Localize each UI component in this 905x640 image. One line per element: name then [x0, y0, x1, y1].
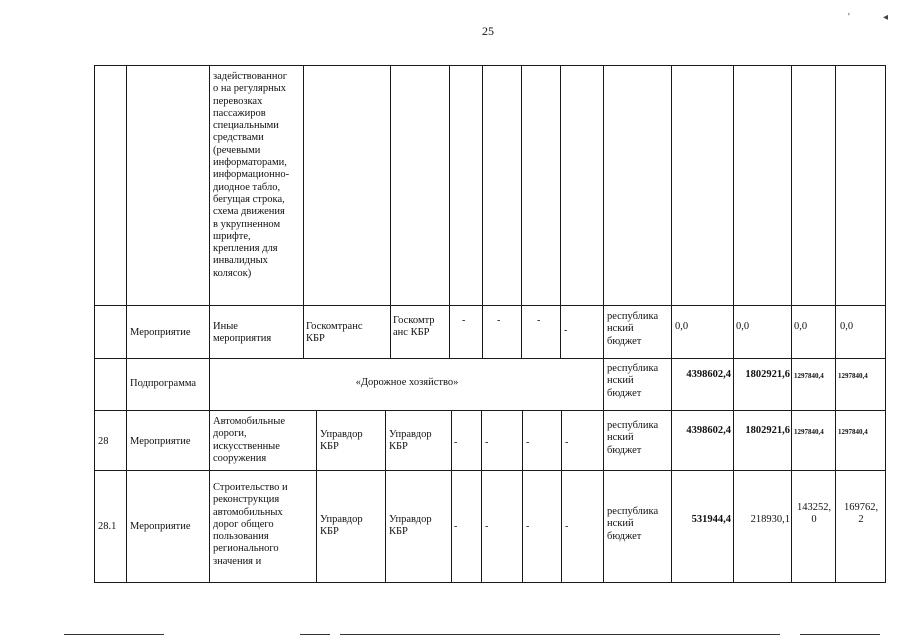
amount: 1802921,6	[745, 369, 790, 380]
measure-type: Мероприятие	[130, 327, 191, 338]
funding-source: республика нский бюджет	[607, 363, 659, 399]
status-mark: -	[565, 437, 569, 448]
footer-rule	[64, 634, 164, 635]
executor: Госкомтранс КБР	[306, 321, 363, 345]
corner-mark: ◂	[883, 12, 889, 23]
status-mark: -	[485, 437, 489, 448]
amount: 0,0	[840, 321, 854, 332]
corner-mark: '	[848, 12, 850, 23]
column-border	[560, 65, 561, 358]
footer-rule	[340, 634, 780, 635]
amount: 1802921,6	[745, 425, 790, 436]
row-border	[94, 410, 886, 411]
amount: 0,0	[736, 321, 750, 332]
measure-name: Строительство и реконструкция автомобильных дорог общего пользования регионального значения и	[213, 482, 288, 567]
row-border	[94, 470, 886, 471]
row-number: 28.1	[98, 521, 117, 532]
column-border	[885, 65, 886, 583]
status-mark: -	[526, 521, 530, 532]
funding-source: республика нский бюджет	[607, 506, 659, 542]
footer-rule	[800, 634, 880, 635]
amount: 1297840,4	[794, 428, 824, 436]
coexecutor: Управдор КБР	[389, 514, 432, 538]
column-border	[522, 410, 523, 583]
measure-description: задействованног о на регулярных перевозках пассажиров специальными средствами (речевыми информаторами, информационно- диодное табло, бегущая строка, схема движения в укрупненном шрифте, крепления для инвалидных колясок)	[213, 71, 290, 279]
amount: 169762, 2	[843, 502, 879, 526]
amount: 4398602,4	[686, 425, 731, 436]
status-mark: -	[485, 521, 489, 532]
column-border	[451, 410, 452, 583]
status-mark: -	[526, 437, 530, 448]
subprogram-name: «Дорожное хозяйство»	[355, 377, 459, 388]
column-border	[94, 65, 95, 583]
column-border	[521, 65, 522, 358]
column-border	[449, 65, 450, 358]
row-border	[94, 305, 886, 306]
column-border	[390, 65, 391, 358]
amount: 0,0	[794, 321, 808, 332]
status-mark: -	[454, 521, 458, 532]
row-border	[94, 358, 886, 359]
row-border	[94, 65, 886, 66]
column-border	[733, 65, 734, 583]
amount: 143252, 0	[796, 502, 832, 526]
column-border	[835, 65, 836, 583]
column-border	[481, 410, 482, 583]
amount: 0,0	[675, 321, 689, 332]
column-border	[561, 410, 562, 583]
column-border	[603, 65, 604, 583]
measure-type: Мероприятие	[130, 521, 191, 532]
status-mark: -	[537, 315, 541, 326]
program-table	[94, 65, 886, 583]
measure-name: Автомобильные дороги, искусственные сооружения	[213, 416, 285, 464]
status-mark: -	[462, 315, 466, 326]
column-border	[671, 65, 672, 583]
row-border	[94, 582, 886, 583]
row-number: 28	[98, 436, 109, 447]
measure-type: Подпрограмма	[130, 378, 197, 389]
column-border	[791, 65, 792, 583]
column-border	[385, 410, 386, 583]
amount: 1297840,4	[838, 428, 868, 436]
amount: 4398602,4	[686, 369, 731, 380]
footer-rule	[300, 634, 330, 635]
status-mark: -	[454, 437, 458, 448]
funding-source: республика нский бюджет	[607, 420, 659, 456]
amount: 218930,1	[750, 514, 790, 525]
coexecutor: Управдор КБР	[389, 429, 432, 453]
amount: 1297840,4	[794, 372, 824, 380]
measure-name: Иные мероприятия	[213, 321, 272, 345]
column-border	[482, 65, 483, 358]
coexecutor: Госкомтр анс КБР	[393, 315, 435, 339]
page-number: 25	[482, 24, 494, 38]
status-mark: -	[564, 325, 568, 336]
column-border	[316, 410, 317, 583]
measure-type: Мероприятие	[130, 436, 191, 447]
executor: Управдор КБР	[320, 514, 363, 538]
status-mark: -	[497, 315, 501, 326]
amount: 1297840,4	[838, 372, 868, 380]
column-border	[126, 65, 127, 583]
funding-source: республика нский бюджет	[607, 311, 659, 347]
column-border	[209, 65, 210, 583]
column-border	[303, 65, 304, 358]
executor: Управдор КБР	[320, 429, 363, 453]
status-mark: -	[565, 521, 569, 532]
amount: 531944,4	[691, 514, 731, 525]
